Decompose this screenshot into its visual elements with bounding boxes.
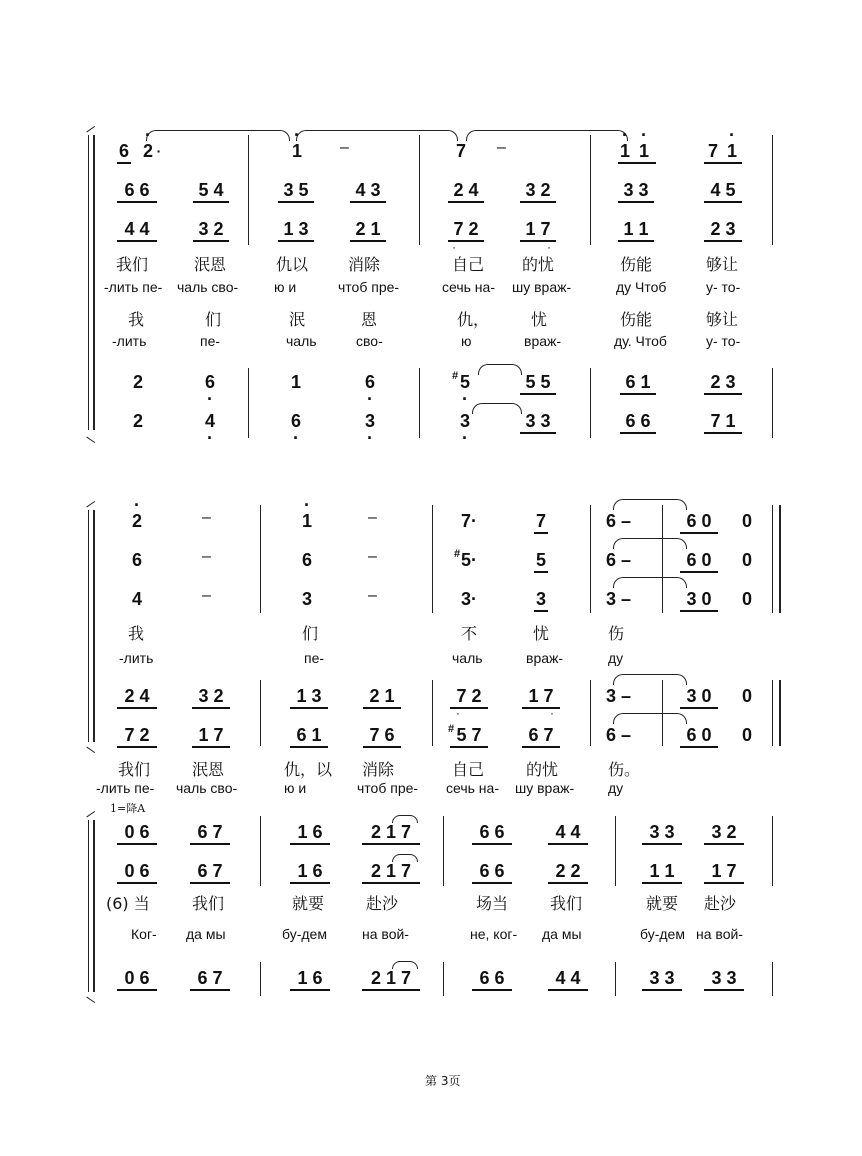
note: 3 · xyxy=(363,411,377,431)
slur xyxy=(392,815,418,823)
beamed-notes: 6 7 xyxy=(190,822,230,845)
beamed-notes: 7 2 xyxy=(448,219,484,242)
lyric: 泯 xyxy=(289,310,306,329)
dash: – xyxy=(368,548,377,565)
bar-line xyxy=(590,368,591,438)
lyric: чтоб пре- xyxy=(338,279,400,295)
beamed-notes: 6 7 xyxy=(190,968,230,991)
lyric: 够让 xyxy=(706,255,739,274)
beamed-notes: 7 2 xyxy=(117,725,157,748)
lyric: на вой- xyxy=(696,926,743,942)
lyric: -лить xyxy=(112,333,147,349)
beamed-notes: 1 7 xyxy=(192,725,230,748)
note: 6 · xyxy=(289,411,303,431)
beamed-notes: 1 1 xyxy=(642,861,682,884)
note: 0 xyxy=(741,511,752,531)
lyric: чаль xyxy=(452,650,483,666)
beamed-notes: 3 3 xyxy=(642,822,682,845)
note: # 5 · xyxy=(458,372,472,392)
beamed-notes: 7 2 xyxy=(450,686,488,709)
dash: – xyxy=(340,139,349,156)
note: 6 xyxy=(301,550,312,570)
lyric: -лить пе- xyxy=(96,780,155,796)
bar-line xyxy=(772,816,773,886)
lyric: ю и xyxy=(284,780,307,796)
bar-line xyxy=(772,135,773,245)
lyric: 够让 xyxy=(706,310,739,329)
lyric: 忧 xyxy=(533,624,550,643)
lyric: Ког- xyxy=(131,926,157,942)
beamed-notes: 1 3 xyxy=(278,219,314,242)
bar-line xyxy=(662,505,663,613)
lyric: 伤 xyxy=(608,624,625,643)
note: 3 xyxy=(301,589,312,609)
note: · 1 xyxy=(290,141,304,161)
beamed-notes: 1 3 xyxy=(290,686,328,709)
lyric: ду. Чтоб xyxy=(614,333,667,349)
lyric: да мы xyxy=(542,926,582,942)
system-bracket xyxy=(88,820,95,992)
lyric: 不 xyxy=(461,624,478,643)
lyric: 我们 xyxy=(118,760,151,779)
lyric: чтоб пре- xyxy=(357,780,419,796)
page-number: 第 3页 xyxy=(425,1074,461,1088)
note: 4 xyxy=(131,589,142,609)
low-dot: · xyxy=(547,240,551,254)
low-dot: · xyxy=(456,706,460,720)
note: # 5· xyxy=(454,548,477,570)
bar-line xyxy=(260,505,261,613)
bar-line xyxy=(432,505,433,613)
beamed-notes: 2 2 xyxy=(548,861,588,884)
lyric: 赴沙 xyxy=(704,894,737,913)
lyric: 就要 xyxy=(292,894,325,913)
note: · 1 xyxy=(632,141,656,164)
system-bracket xyxy=(88,135,95,430)
beamed-notes: # 5 7 xyxy=(450,725,488,748)
beamed-notes: 3 3 xyxy=(642,968,682,991)
beamed-notes: 6 6 xyxy=(117,180,157,203)
lyric: -лить пе- xyxy=(104,279,163,295)
dash: – xyxy=(202,548,211,565)
note: 0 xyxy=(741,550,752,570)
lyric: (6) 当 xyxy=(106,894,150,913)
bar-line xyxy=(772,368,773,438)
beamed-notes: 2 1 7 xyxy=(362,968,420,991)
low-dot: · xyxy=(550,706,554,720)
note: 5 xyxy=(534,550,548,573)
lyric: на вой- xyxy=(362,926,409,942)
lyric: 忧 xyxy=(531,310,548,329)
lyric: 赴沙 xyxy=(366,894,399,913)
beamed-notes: 6 0 xyxy=(680,725,718,748)
dash: – xyxy=(202,587,211,604)
bar-line xyxy=(443,816,444,886)
lyric: 自己 xyxy=(452,255,485,274)
lyric: шу враж- xyxy=(512,279,572,295)
note: 0 xyxy=(741,686,752,706)
lyric: 们 xyxy=(302,624,319,643)
bar-line xyxy=(615,962,616,996)
beamed-notes: 4 5 xyxy=(704,180,742,203)
final-barline xyxy=(772,680,781,746)
bar-line xyxy=(443,962,444,996)
note: 3 · xyxy=(458,411,472,431)
lyric: 恩 xyxy=(361,310,378,329)
lyric: 泯恩 xyxy=(194,255,227,274)
beamed-notes: 3 0 xyxy=(680,686,718,709)
note: 6 – xyxy=(606,725,632,745)
beamed-notes: 7 1 xyxy=(704,411,742,434)
note: 4 · xyxy=(203,411,217,431)
lyric: чаль сво- xyxy=(176,780,238,796)
beamed-notes: 2 3 xyxy=(704,372,742,395)
lyric: 自己 xyxy=(452,760,485,779)
lyric: ду xyxy=(608,780,624,796)
slur xyxy=(146,130,290,141)
beamed-notes: 2 4 xyxy=(448,180,484,203)
slur xyxy=(392,854,418,862)
lyric: сечь на- xyxy=(442,279,495,295)
lyric: 们 xyxy=(205,310,222,329)
note: · 1 xyxy=(618,141,632,164)
note: 1 xyxy=(290,372,301,392)
beamed-notes: 6 0 xyxy=(680,550,718,573)
bar-line xyxy=(419,368,420,438)
beamed-notes: 3 2 xyxy=(520,180,556,203)
lyric: 泯恩 xyxy=(192,760,225,779)
note: 0 xyxy=(741,589,752,609)
lyric: 消除 xyxy=(362,760,395,779)
lyric: сво- xyxy=(356,333,383,349)
beamed-notes: 1 7 xyxy=(522,686,560,709)
bar-line xyxy=(772,962,773,996)
dash: – xyxy=(202,509,211,526)
note: 3 xyxy=(534,589,548,612)
lyric: 我们 xyxy=(116,255,149,274)
note: 7· xyxy=(460,511,477,531)
bar-line xyxy=(248,368,249,438)
beamed-notes: 7 6 xyxy=(363,725,401,748)
slur xyxy=(296,130,458,141)
beamed-notes: 6 6 xyxy=(472,861,512,884)
lyric: чаль сво- xyxy=(177,279,239,295)
beamed-notes: 3 0 xyxy=(680,589,718,612)
lyric: 的忧 xyxy=(522,255,555,274)
lyric: 我 xyxy=(128,310,145,329)
lyric: бу-дем xyxy=(640,926,685,942)
lyric: бу-дем xyxy=(282,926,327,942)
beamed-notes: 1 6 xyxy=(290,861,330,884)
note: 3· xyxy=(460,589,477,609)
note: 7 xyxy=(534,511,548,534)
lyric: 仇， xyxy=(457,310,490,329)
lyric: 伤能 xyxy=(620,255,653,274)
lyric: ду xyxy=(608,650,624,666)
tie xyxy=(613,499,687,510)
note: 6 – xyxy=(606,511,632,531)
bar-line xyxy=(590,135,591,245)
tie xyxy=(613,577,687,588)
lyric: -лить xyxy=(119,650,154,666)
lyric: шу враж- xyxy=(515,780,575,796)
beamed-notes: 2 4 xyxy=(117,686,157,709)
beamed-notes: 6 7 xyxy=(190,861,230,884)
beamed-notes: 6 7 xyxy=(522,725,560,748)
lyric: ю xyxy=(461,333,472,349)
beamed-notes: 3 3 xyxy=(704,968,744,991)
note: 0 xyxy=(741,725,752,745)
note: 2 xyxy=(132,411,143,431)
lyric: сечь на- xyxy=(446,780,499,796)
dot-augment: · xyxy=(156,143,162,159)
lyric: пе- xyxy=(200,333,221,349)
beamed-notes: 4 4 xyxy=(117,219,157,242)
bar-line xyxy=(419,135,420,245)
beamed-notes: 0 6 xyxy=(117,861,157,884)
bar-line xyxy=(432,680,433,746)
dash: – xyxy=(368,587,377,604)
system-bracket xyxy=(88,510,95,742)
note: · 1 xyxy=(300,511,314,531)
lyric: не, ког- xyxy=(470,926,518,942)
lyric: 就要 xyxy=(646,894,679,913)
lyric: у- то- xyxy=(706,333,741,349)
note: 3 – xyxy=(606,589,632,609)
bar-line xyxy=(260,680,261,746)
tie xyxy=(478,364,522,375)
tie xyxy=(613,713,687,724)
bar-line xyxy=(248,135,249,245)
beamed-notes: 4 4 xyxy=(548,968,588,991)
beamed-notes: 0 6 xyxy=(117,968,157,991)
beamed-notes: 3 2 xyxy=(193,219,229,242)
beamed-notes: 6 1 xyxy=(620,372,656,395)
note: 2 xyxy=(132,372,143,392)
lyric: 仇，以 xyxy=(284,760,333,779)
tie xyxy=(613,538,687,549)
lyric: пе- xyxy=(304,650,325,666)
lyric: враж- xyxy=(526,650,564,666)
lyric: ду Чтоб xyxy=(616,279,667,295)
key-signature: 1=降A xyxy=(110,802,146,815)
bar-line xyxy=(590,680,591,746)
bar-line xyxy=(260,816,261,886)
beamed-notes: 2 1 7 xyxy=(362,822,420,845)
lyric: у- то- xyxy=(706,279,741,295)
note: 7 xyxy=(455,141,466,161)
note: 6 xyxy=(131,550,142,570)
low-dot: · xyxy=(452,240,456,254)
dash: – xyxy=(497,139,506,156)
lyric: 我 xyxy=(128,624,145,643)
note: · 2 xyxy=(130,511,144,531)
note: 3 – xyxy=(606,686,632,706)
beamed-notes: 1 7 xyxy=(520,219,556,242)
note: 6 xyxy=(117,141,131,164)
lyric: 场当 xyxy=(476,894,509,913)
lyric: 我们 xyxy=(550,894,583,913)
beamed-notes: 2 1 7 xyxy=(362,861,420,884)
lyric: 伤能 xyxy=(620,310,653,329)
lyric: 消除 xyxy=(348,255,381,274)
beamed-notes: 3 3 xyxy=(618,180,654,203)
lyric: 伤。 xyxy=(608,760,641,779)
beamed-notes: 1 1 xyxy=(618,219,654,242)
beamed-notes: 5 5 xyxy=(520,372,556,395)
beamed-notes: 3 5 xyxy=(278,180,314,203)
beamed-notes: 4 4 xyxy=(548,822,588,845)
beamed-notes: 2 1 xyxy=(350,219,386,242)
lyric: ю и xyxy=(274,279,297,295)
slur xyxy=(392,961,418,969)
lyric: да мы xyxy=(186,926,226,942)
lyric: 仇以 xyxy=(276,255,309,274)
lyric: 的忧 xyxy=(526,760,559,779)
lyric: враж- xyxy=(524,333,562,349)
tie xyxy=(613,674,687,685)
beamed-notes: 5 4 xyxy=(193,180,229,203)
slur xyxy=(466,130,628,141)
beamed-notes: 3 3 xyxy=(520,411,556,434)
bar-line xyxy=(615,816,616,886)
beamed-notes: 2 3 xyxy=(704,219,742,242)
bar-line xyxy=(260,962,261,996)
note: 7 xyxy=(704,141,722,164)
lyric: чаль xyxy=(286,333,317,349)
final-barline xyxy=(772,505,781,613)
beamed-notes: 4 3 xyxy=(350,180,386,203)
beamed-notes: 6 1 xyxy=(290,725,328,748)
dash: – xyxy=(368,509,377,526)
lyric: 我们 xyxy=(192,894,225,913)
beamed-notes: 6 6 xyxy=(472,822,512,845)
note: 6 – xyxy=(606,550,632,570)
note: · 1 xyxy=(722,141,742,164)
bracket-hook-bottom xyxy=(86,430,99,443)
beamed-notes: 1 6 xyxy=(290,968,330,991)
beamed-notes: 0 6 xyxy=(117,822,157,845)
bar-line xyxy=(590,505,591,613)
beamed-notes: 6 6 xyxy=(472,968,512,991)
note: 6 · xyxy=(203,372,217,392)
beamed-notes: 3 2 xyxy=(704,822,744,845)
beamed-notes: 6 0 xyxy=(680,511,718,534)
beamed-notes: 2 1 xyxy=(363,686,401,709)
beamed-notes: 6 6 xyxy=(620,411,656,434)
note: 6 · xyxy=(363,372,377,392)
beamed-notes: 1 7 xyxy=(704,861,744,884)
beamed-notes: 3 2 xyxy=(192,686,230,709)
tie xyxy=(472,403,522,414)
beamed-notes: 1 6 xyxy=(290,822,330,845)
note: · 2 xyxy=(141,141,155,161)
